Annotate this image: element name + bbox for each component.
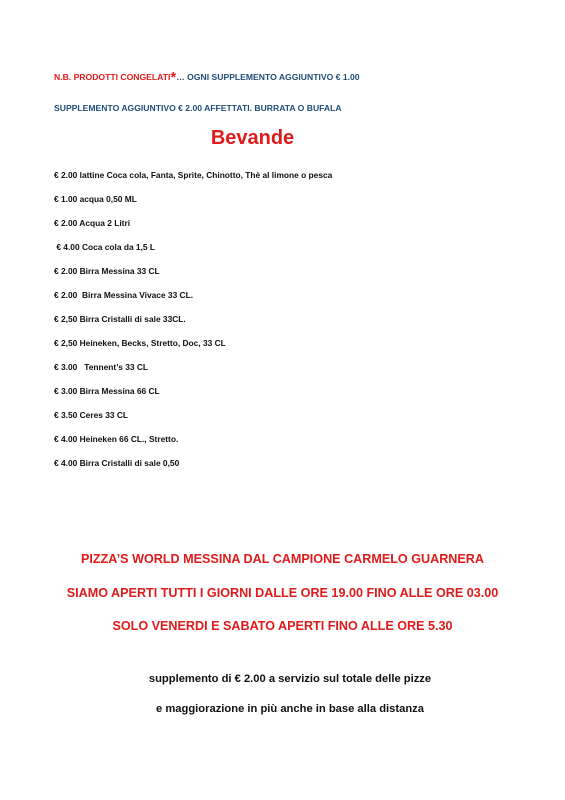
beverage-item: € 2.00 lattine Coca cola, Fanta, Sprite, Chinotto, Thè al limone o pesca xyxy=(54,170,333,180)
beverage-item: € 4.00 Coca cola da 1,5 L xyxy=(54,242,156,252)
weekend-hours-line: SOLO VENERDI E SABATO APERTI FINO ALLE ORE 5.30 xyxy=(112,619,453,633)
beverage-item: € 3.00 Birra Messina 66 CL xyxy=(54,386,160,396)
beverage-item: € 2,50 Birra Cristalli di sale 33CL. xyxy=(54,314,186,324)
beverage-item: € 3.50 Ceres 33 CL xyxy=(54,410,129,420)
frozen-products-label: N.B. PRODOTTI CONGELATI xyxy=(54,72,171,82)
beverage-item: € 4.00 Birra Cristalli di sale 0,50 xyxy=(54,458,180,468)
service-supplement xyxy=(0,674,565,734)
beverage-item: € 2.00 Acqua 2 Litri xyxy=(54,218,131,228)
notes-section xyxy=(54,68,360,113)
beverage-item: € 2.00 Birra Messina 33 CL xyxy=(54,266,160,276)
service-charge-line: supplemento di € 2.00 a servizio sul totale delle pizze xyxy=(148,673,432,685)
supplement-each-note: … OGNI SUPPLEMENTO AGGIUNTIVO € 1.00 xyxy=(176,72,360,82)
beverage-item: € 2,50 Heineken, Becks, Stretto, Doc, 33 CL xyxy=(54,338,226,348)
beverage-item: € 2.00 Birra Messina Vivace 33 CL. xyxy=(54,290,194,300)
frozen-products-note xyxy=(54,68,360,86)
beverages-list xyxy=(54,171,332,483)
restaurant-name-line: PIZZA’S WORLD MESSINA DAL CAMPIONE CARMELO GUARNERA xyxy=(80,552,484,566)
beverages-title: Bevande xyxy=(210,127,295,149)
restaurant-info xyxy=(0,553,565,654)
opening-hours-line: SIAMO APERTI TUTTI I GIORNI DALLE ORE 19.00 FINO ALLE ORE 03.00 xyxy=(66,585,499,600)
asterisk-mark: * xyxy=(170,69,177,86)
supplement-premium-note: SUPPLEMENTO AGGIUNTIVO € 2.00 AFFETTATI. BURRATA O BUFALA xyxy=(54,103,342,113)
beverage-item: € 4.00 Heineken 66 CL., Stretto. xyxy=(54,434,179,444)
distance-surcharge-line: e maggiorazione in più anche in base alla distanza xyxy=(156,703,424,715)
beverage-item: € 3.00 Tennent’s 33 CL xyxy=(54,362,149,372)
beverage-item: € 1.00 acqua 0,50 ML xyxy=(54,194,137,204)
